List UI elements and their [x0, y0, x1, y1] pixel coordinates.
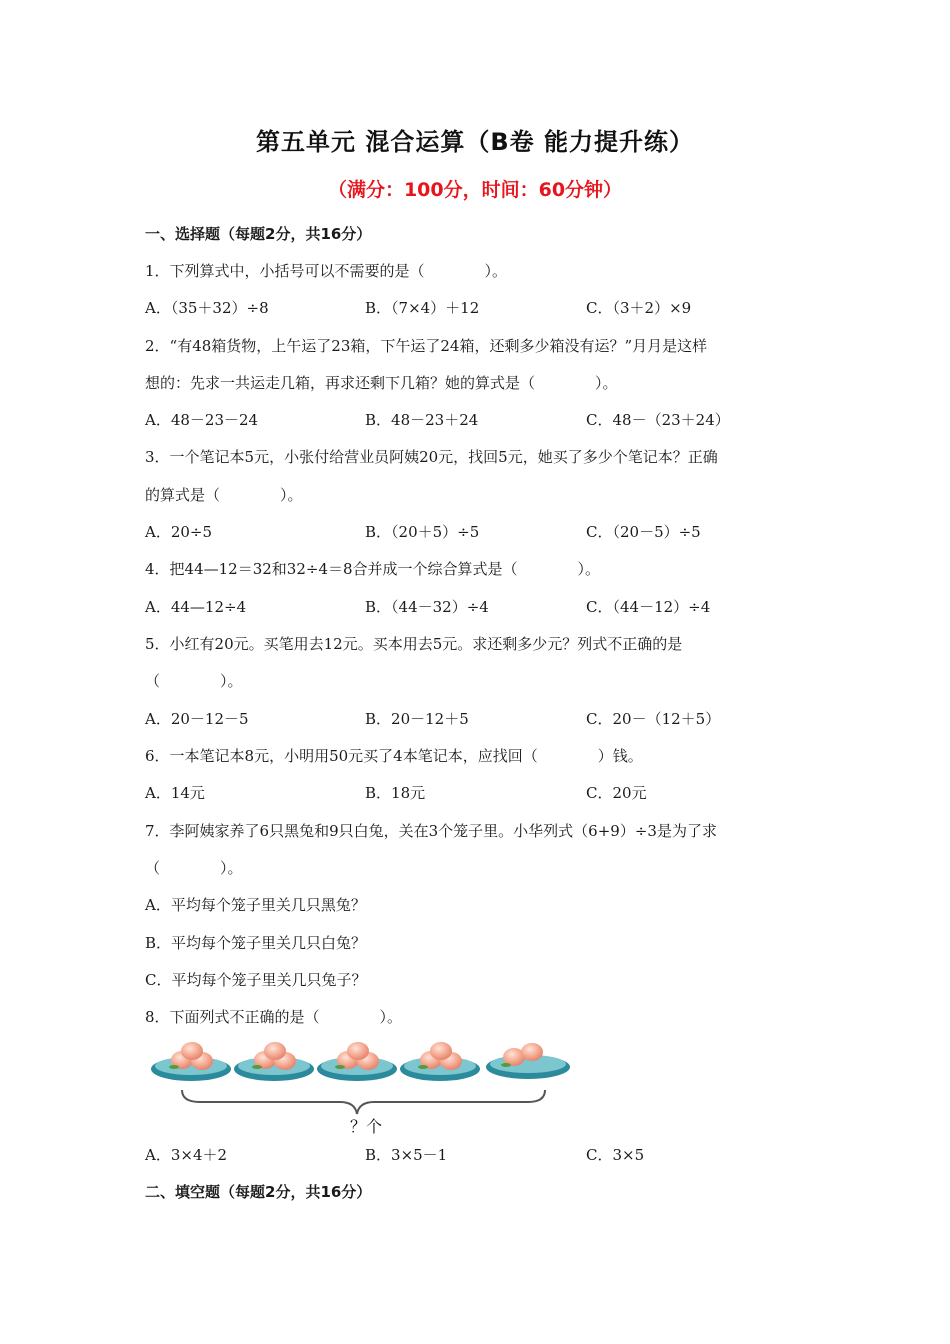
question-1-option-b: B．（7×4）＋12 — [365, 299, 480, 317]
question-7-option-b: B．平均每个笼子里关几只白兔？ — [145, 934, 367, 952]
page-subtitle: （满分：100分，时间：60分钟） — [327, 179, 623, 201]
question-2-stem-line1: 2．“有48箱货物，上午运了23箱，下午运了24箱，还剩多少箱没有运？”月月是这样 — [145, 337, 708, 355]
question-3-stem-line2: 的算式是（ ）。 — [145, 486, 303, 504]
question-2-option-a: A．48－23－24 — [145, 411, 259, 429]
plate-1 — [151, 1042, 231, 1081]
question-8-stem: 8．下面列式不正确的是（ ）。 — [145, 1008, 403, 1026]
question-3-stem-line1: 3．一个笔记本5元，小张付给营业员阿姨20元，找回5元，她买了多少个笔记本？正确 — [145, 448, 718, 466]
page-title: 第五单元 混合运算（B卷 能力提升练） — [255, 128, 694, 156]
question-1-stem: 1．下列算式中，小括号可以不需要的是（ ）。 — [145, 262, 508, 280]
section-heading-2: 二、填空题（每题2分，共16分） — [145, 1183, 372, 1201]
plate-2 — [234, 1042, 314, 1081]
question-4-option-c: C．（44－12）÷4 — [586, 598, 711, 616]
question-4-stem: 4．把44—12＝32和32÷4＝8合并成一个综合算式是（ ）。 — [145, 560, 601, 578]
section-heading-1: 一、选择题（每题2分，共16分） — [145, 225, 372, 243]
question-7-stem-line2: （ ）。 — [145, 859, 243, 877]
question-6-option-c: C．20元 — [586, 784, 647, 802]
question-2-stem-line2: 想的：先求一共运走几箱，再求还剩下几箱？她的算式是（ ）。 — [145, 374, 618, 392]
question-5-option-c: C．20－（12＋5） — [586, 710, 721, 728]
question-3-option-a: A．20÷5 — [145, 523, 213, 541]
question-5-stem-line2: （ ）。 — [145, 672, 243, 690]
question-3-option-b: B．（20＋5）÷5 — [365, 523, 480, 541]
peach-plates-illustration — [150, 1040, 580, 1140]
question-2-option-b: B．48－23＋24 — [365, 411, 479, 429]
curly-brace — [182, 1090, 545, 1114]
question-4-option-a: A．44—12÷4 — [145, 598, 247, 616]
question-5-stem-line1: 5．小红有20元。买笔用去12元。买本用去5元。求还剩多少元？列式不正确的是 — [145, 635, 683, 653]
question-6-stem: 6．一本笔记本8元，小明用50元买了4本笔记本，应找回（ ）钱。 — [145, 747, 643, 765]
question-5-option-a: A．20－12－5 — [145, 710, 249, 728]
question-8-option-c: C．3×5 — [586, 1146, 645, 1164]
question-1-option-a: A．（35＋32）÷8 — [145, 299, 269, 317]
brace-label: ？个 — [350, 1117, 383, 1136]
plate-5 — [486, 1043, 570, 1079]
question-2-option-c: C．48－（23＋24） — [586, 411, 730, 429]
question-3-option-c: C．（20－5）÷5 — [586, 523, 701, 541]
question-6-option-a: A．14元 — [145, 784, 205, 802]
question-4-option-b: B．（44－32）÷4 — [365, 598, 489, 616]
question-7-stem-line1: 7．李阿姨家养了6只黑兔和9只白兔，关在3个笼子里。小华列式（6+9）÷3是为了求 — [145, 822, 717, 840]
question-6-option-b: B．18元 — [365, 784, 426, 802]
question-5-option-b: B．20－12＋5 — [365, 710, 469, 728]
question-7-option-a: A．平均每个笼子里关几只黑兔？ — [145, 896, 366, 914]
question-7-option-c: C．平均每个笼子里关几只兔子？ — [145, 971, 367, 989]
plate-3 — [317, 1042, 397, 1081]
peach-plates-figure — [150, 1040, 580, 1140]
question-8-option-a: A．3×4＋2 — [145, 1146, 228, 1164]
question-1-option-c: C．（3＋2）×9 — [586, 299, 692, 317]
question-8-option-b: B．3×5－1 — [365, 1146, 448, 1164]
plate-4 — [400, 1042, 480, 1081]
